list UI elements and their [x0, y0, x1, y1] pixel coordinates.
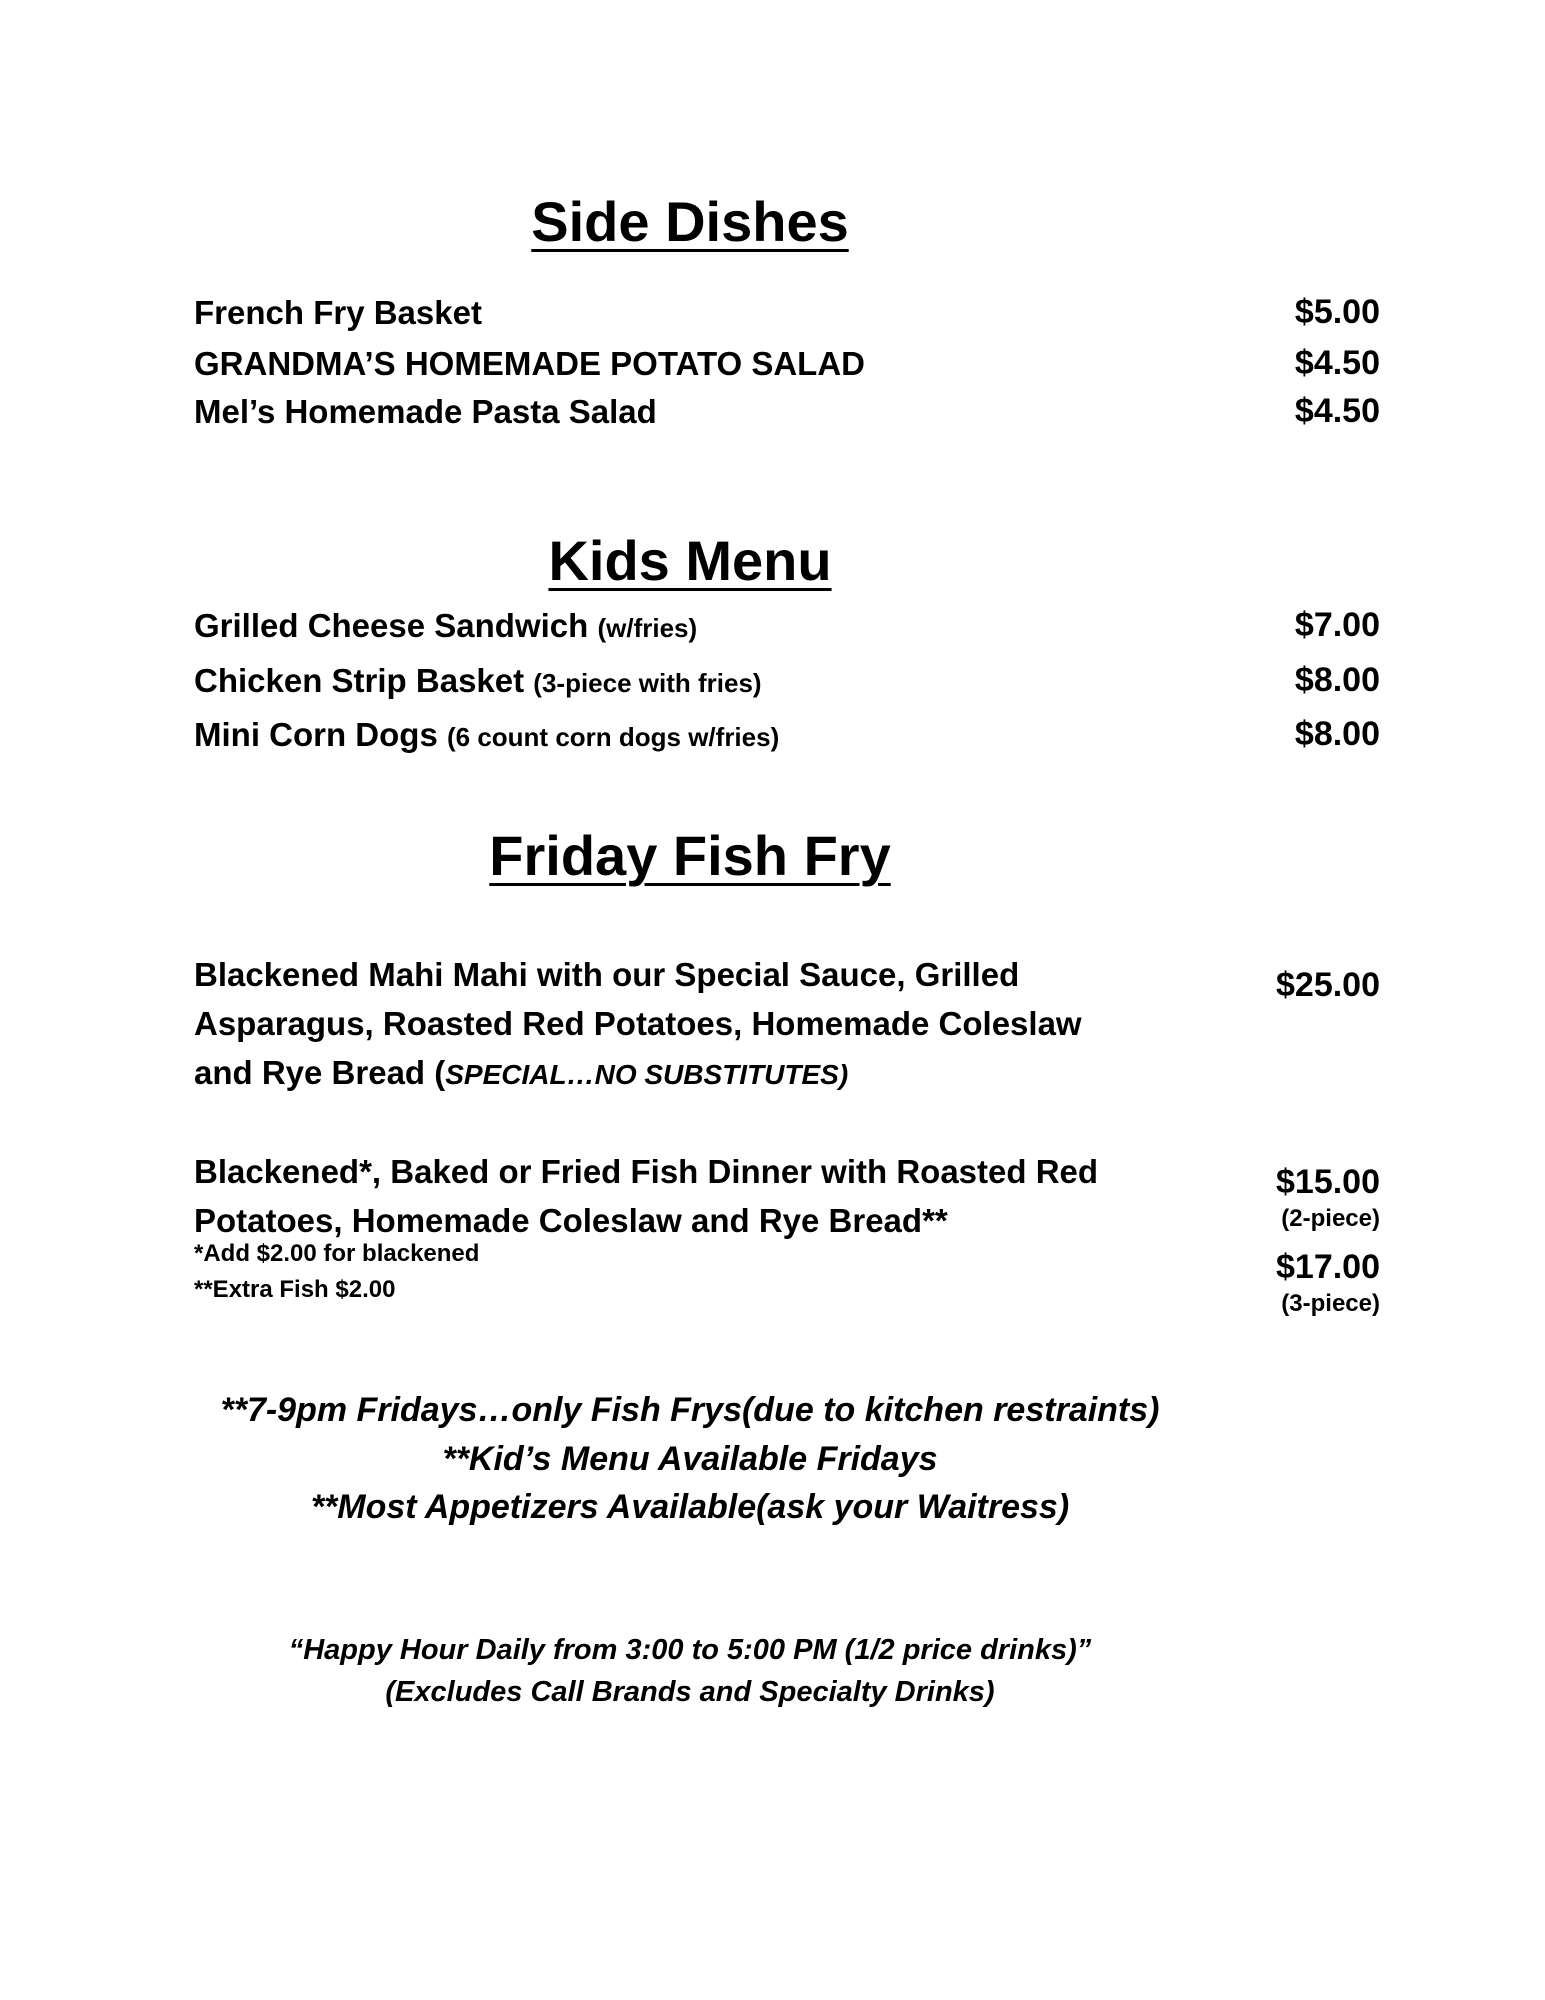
mahi-mahi-special-description: Blackened Mahi Mahi with our Special Sauce, Grilled Asparagus, Roasted Red Potatoes, Homemade Coleslaw and Rye Bread (SPECIAL…NO SUBSTITUTES) — [194, 956, 1082, 1091]
kids-item-name: Mini Corn Dogs — [194, 716, 438, 753]
kids-item — [194, 609, 697, 642]
friday-note: **7-9pm Fridays…only Fish Frys(due to kitchen restraints) — [220, 1391, 1160, 1429]
side-item-name: French Fry Basket — [194, 294, 482, 331]
side-item-price: $4.50 — [1294, 344, 1380, 382]
side-item-name: GRANDMA’S HOMEMADE POTATO SALAD — [194, 345, 866, 382]
fish-dinner-price-2-piece: $15.00 — [1276, 1163, 1380, 1201]
kids-item-name: Grilled Cheese Sandwich — [194, 607, 589, 644]
happy-hour-exclusions: (Excludes Call Brands and Specialty Drinks) — [385, 1676, 995, 1708]
fish-dinner-description: Blackened*, Baked or Fried Fish Dinner with Roasted Red Potatoes, Homemade Coleslaw and Rye Bread** — [194, 1153, 1099, 1239]
kids-item-name: Chicken Strip Basket — [194, 662, 525, 699]
mahi-mahi-special-price: $25.00 — [1276, 966, 1380, 1004]
blackened-note: *Add $2.00 for blackened — [194, 1240, 480, 1267]
kids-item-price: $8.00 — [1294, 715, 1380, 753]
kids-item-price: $7.00 — [1294, 606, 1380, 644]
side-item-name: Mel’s Homemade Pasta Salad — [194, 393, 657, 430]
kids-item — [194, 664, 762, 697]
side-item-price: $4.50 — [1294, 392, 1380, 430]
fish-dinner-price-3-piece: $17.00 — [1276, 1248, 1380, 1286]
kids-menu-heading: Kids Menu — [548, 529, 832, 592]
kids-item — [194, 718, 779, 751]
fish-fry-heading: Friday Fish Fry — [489, 824, 891, 887]
kids-item-price: $8.00 — [1294, 661, 1380, 699]
extra-fish-note: **Extra Fish $2.00 — [194, 1276, 396, 1303]
kids-item-note: (6 count corn dogs w/fries) — [446, 722, 780, 752]
side-dishes-heading: Side Dishes — [531, 190, 849, 253]
happy-hour-line: “Happy Hour Daily from 3:00 to 5:00 PM (1/2 price drinks)” — [288, 1634, 1092, 1666]
side-item-price: $5.00 — [1294, 293, 1380, 331]
kids-item-note: (w/fries) — [597, 613, 698, 643]
fish-dinner-2-piece-label: (2-piece) — [1281, 1205, 1380, 1232]
friday-note: **Kid’s Menu Available Fridays — [442, 1440, 938, 1478]
kids-item-note: (3-piece with fries) — [533, 668, 762, 698]
friday-note: **Most Appetizers Available(ask your Waitress) — [310, 1488, 1070, 1526]
fish-dinner-3-piece-label: (3-piece) — [1281, 1290, 1380, 1317]
